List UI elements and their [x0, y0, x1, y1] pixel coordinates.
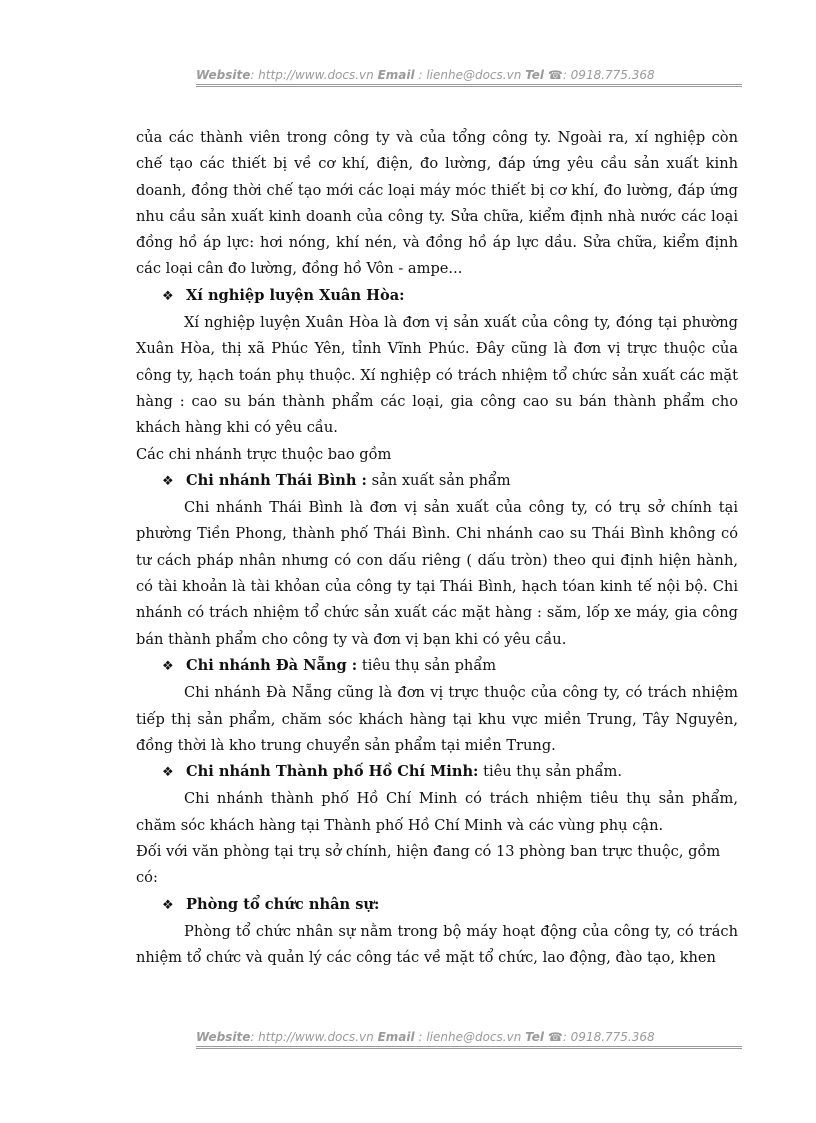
bullet-title: Chi nhánh Thái Bình :: [186, 471, 367, 489]
page-header: [196, 68, 742, 82]
bullet-diamond-icon: ❖: [162, 897, 174, 913]
bullet-xuan-hoa: [136, 283, 738, 310]
bullet-title: Phòng tổ chức nhân sự:: [186, 895, 380, 913]
paragraph-hcm: Chi nhánh thành phố Hồ Chí Minh có trách nhiệm tiêu thụ sản phẩm, chăm sóc khách hàng tại Thành phố Hồ Chí Minh và các vùng phụ cận.: [136, 790, 738, 834]
document-body: [136, 125, 738, 972]
header-email-label: Email: [377, 68, 415, 82]
paragraph-da-nang: Chi nhánh Đà Nẵng cũng là đơn vị trực thuộc của công ty, có trách nhiệm tiếp thị sản phẩm, chăm sóc khách hàng tại khu vực miền Trung, Tây Nguyên, đồng thời là kho trung chuyển sản phẩm tại miền Trung.: [136, 684, 738, 754]
paragraph-branches-intro: Các chi nhánh trực thuộc bao gồm: [136, 445, 392, 463]
header-email-value: : lienhe@docs.vn: [418, 68, 522, 82]
footer-website-label: Website: [196, 1030, 251, 1044]
paragraph-hr: Phòng tổ chức nhân sự nằm trong bộ máy hoạt động của công ty, có trách nhiệm tổ chức và quản lý các công tác về mặt tổ chức, lao động, đào tạo, khen: [136, 922, 738, 967]
footer-tel-value: : 0918.775.368: [562, 1030, 655, 1044]
phone-icon: ☎: [547, 1030, 563, 1044]
header-website-value: : http://www.docs.vn: [250, 68, 374, 82]
header-tel-label: Tel: [525, 68, 545, 82]
paragraph-head-office: Đối với văn phòng tại trụ sở chính, hiện đang có 13 phòng ban trực thuộc, gồm có:: [136, 843, 721, 887]
bullet-hr: [136, 892, 738, 919]
bullet-hcm: [136, 759, 738, 786]
bullet-text: tiêu thụ sản phẩm.: [483, 763, 622, 781]
bullet-diamond-icon: ❖: [162, 288, 174, 304]
page-footer: [196, 1030, 742, 1044]
header-tel-value: : 0918.775.368: [562, 68, 655, 82]
footer-email-label: Email: [377, 1030, 415, 1044]
bullet-title: Chi nhánh Thành phố Hồ Chí Minh:: [186, 763, 479, 781]
bullet-title: Xí nghiệp luyện Xuân Hòa:: [186, 286, 405, 304]
bullet-title: Chi nhánh Đà Nẵng :: [186, 656, 358, 674]
paragraph-xuan-hoa: Xí nghiệp luyện Xuân Hòa là đơn vị sản xuất của công ty, đóng tại phường Xuân Hòa, thị xã Phúc Yên, tỉnh Vĩnh Phúc. Đây cũng là đơn vị trực thuộc của công ty, hạch toán phụ thuộc. Xí nghiệp có trách nhiệm tổ chức sản xuất các mặt hàng : cao su bán thành phẩm các loại, gia công cao su bán thành phẩm cho khách hàng khi có yêu cầu.: [136, 314, 738, 437]
bullet-diamond-icon: ❖: [162, 765, 174, 781]
bullet-diamond-icon: ❖: [162, 658, 174, 674]
footer-website-value: : http://www.docs.vn: [250, 1030, 374, 1044]
bullet-da-nang: [136, 653, 738, 680]
header-rule: [196, 84, 742, 87]
phone-icon: ☎: [547, 68, 563, 82]
bullet-text: tiêu thụ sản phẩm: [361, 656, 497, 674]
paragraph-thai-binh: Chi nhánh Thái Bình là đơn vị sản xuất của công ty, có trụ sở chính tại phường Tiền Phong, thành phố Thái Bình. Chi nhánh cao su Thái Bình không có tư cách pháp nhân nhưng có con dấu riêng ( dấu tròn) theo qui định hiện hành, có tài khoản là tài khỏan của công ty tại Thái Bình, hạch tóan kinh tế nội bộ. Chi nhánh có trách nhiệm tổ chức sản xuất các mặt hàng : săm, lốp xe máy, gia công bán thành phẩm cho công ty và đơn vị bạn khi có yêu cầu.: [136, 499, 738, 648]
paragraph-continuation: của các thành viên trong công ty và của tổng công ty. Ngoài ra, xí nghiệp còn chế tạo các thiết bị về cơ khí, điện, đo lường, đáp ứng yêu cầu sản xuất kinh doanh, đồng thời chế tạo mới các loại máy móc thiết bị cơ khí, đo lường, đáp ứng nhu cầu sản xuất kinh doanh của công ty. Sửa chữa, kiểm định nhà nước các loại đồng hồ áp lực: hơi nóng, khí nén, và đồng hồ áp lực dầu. Sửa chữa, kiểm định các loại cân đo lường, đồng hồ Vôn - ampe...: [136, 129, 738, 278]
bullet-diamond-icon: ❖: [162, 473, 174, 489]
bullet-text: sản xuất sản phẩm: [371, 471, 511, 489]
footer-tel-label: Tel: [525, 1030, 545, 1044]
footer-rule: [196, 1046, 742, 1049]
bullet-thai-binh: [136, 468, 738, 495]
footer-email-value: : lienhe@docs.vn: [418, 1030, 522, 1044]
header-website-label: Website: [196, 68, 251, 82]
